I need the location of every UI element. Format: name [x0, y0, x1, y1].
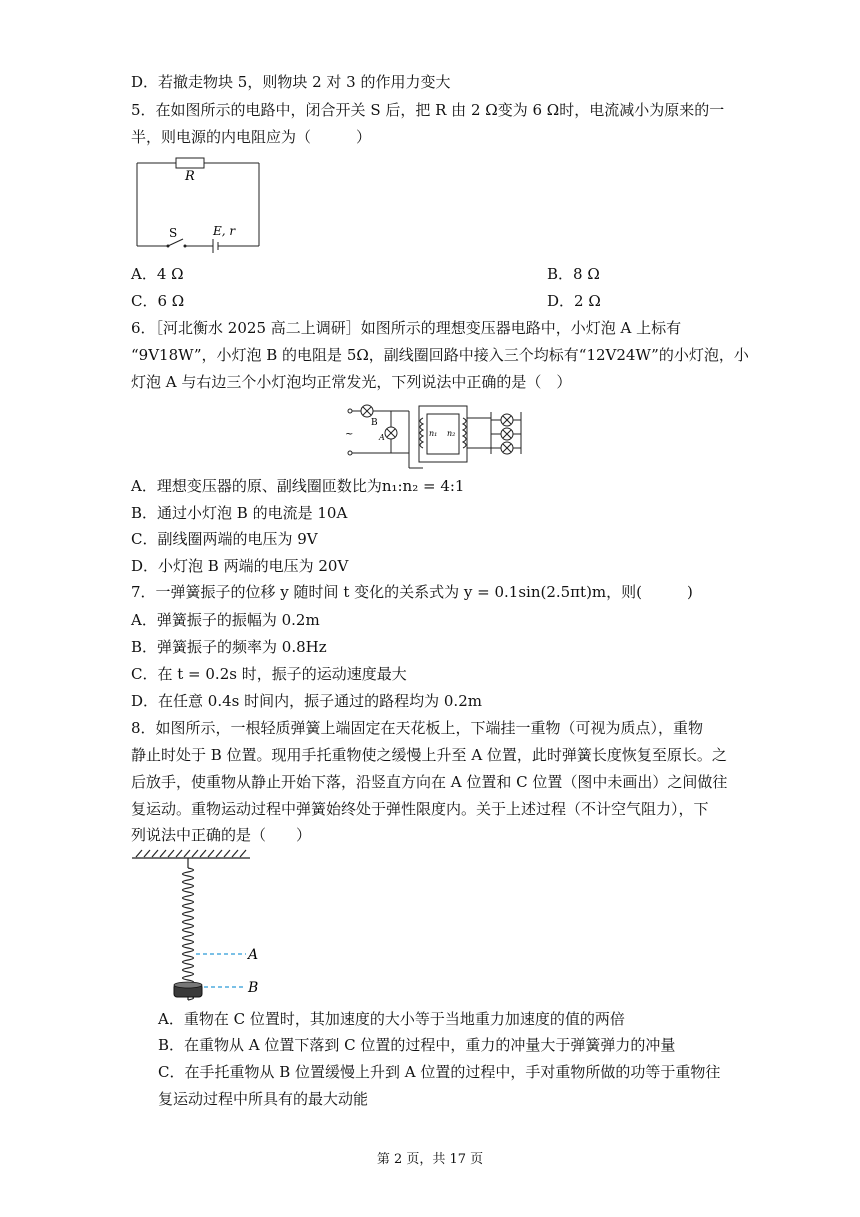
- q8-label-a: A: [248, 947, 259, 963]
- q8-option-b: B．在重物从 A 位置下落到 C 位置的过程中，重力的冲量大于弹簧弹力的冲量: [158, 1036, 676, 1054]
- q6-stem-line3: 灯泡 A 与右边三个小灯泡均正常发光，下列说法中正确的是（ ）: [131, 373, 572, 391]
- q6-option-b: B．通过小灯泡 B 的电流是 10A: [131, 504, 348, 522]
- q8-stem-line4: 复运动。重物运动过程中弹簧始终处于弹性限度内。关于上述过程（不计空气阻力），下: [131, 800, 709, 818]
- q8-stem-line2: 静止时处于 B 位置。现用手托重物使之缓慢上升至 A 位置，此时弹簧长度恢复至原长。之: [131, 746, 727, 764]
- q5-option-b: B．8 Ω: [547, 265, 600, 283]
- q6-stem-line1: 6．［河北衡水 2025 高二上调研］如图所示的理想变压器电路中，小灯泡 A 上标有: [131, 319, 682, 337]
- q5-option-a: A．4 Ω: [131, 265, 184, 283]
- q8-option-c-line2: 复运动过程中所具有的最大动能: [158, 1090, 369, 1108]
- q8-label-b: B: [248, 980, 259, 996]
- q6-label-ac: ~: [345, 429, 354, 440]
- q5-label-s: S: [169, 226, 178, 240]
- q4-option-d: D．若撤走物块 5，则物块 2 对 3 的作用力变大: [131, 73, 451, 91]
- q6-option-a: A．理想变压器的原、副线圈匝数比为n₁:n₂ = 4:1: [131, 477, 465, 495]
- q8-stem-line5: 列说法中正确的是（ ）: [131, 826, 312, 844]
- q8-stem-line3: 后放手，使重物从静止开始下落，沿竖直方向在 A 位置和 C 位置（图中未画出）之间做往: [131, 773, 728, 791]
- q5-circuit-diagram: [133, 153, 268, 253]
- q5-option-d: D．2 Ω: [547, 292, 601, 310]
- q6-label-n2: n₂: [447, 429, 456, 438]
- q8-spring-diagram: [128, 848, 263, 1003]
- q5-label-er: E, r: [213, 224, 236, 238]
- q6-label-a: A: [379, 433, 385, 442]
- q5-option-c: C．6 Ω: [131, 292, 185, 310]
- q6-transformer-diagram: [343, 398, 523, 470]
- q7-option-c: C．在 t = 0.2s 时，振子的运动速度最大: [131, 665, 407, 683]
- q6-label-b: B: [371, 418, 378, 428]
- q6-option-c: C．副线圈两端的电压为 9V: [131, 530, 318, 548]
- q6-stem-line2: “9V18W”，小灯泡 B 的电阻是 5Ω，副线圈回路中接入三个均标有“12V24W”的小灯泡，小: [131, 346, 749, 364]
- q7-option-d: D．在任意 0.4s 时间内，振子通过的路程均为 0.2m: [131, 692, 482, 710]
- q8-stem-line1: 8．如图所示，一根轻质弹簧上端固定在天花板上，下端挂一重物（可视为质点），重物: [131, 719, 704, 737]
- q8-option-a: A．重物在 C 位置时，其加速度的大小等于当地重力加速度的值的两倍: [158, 1010, 625, 1028]
- q8-option-c-line1: C．在手托重物从 B 位置缓慢上升到 A 位置的过程中，手对重物所做的功等于重物往: [158, 1063, 721, 1081]
- page-footer: 第 2 页，共 17 页: [376, 1152, 484, 1167]
- q6-label-n1: n₁: [429, 429, 438, 438]
- q5-label-r: R: [185, 169, 195, 184]
- q7-option-a: A．弹簧振子的振幅为 0.2m: [131, 611, 320, 629]
- q5-stem-line1: 5．在如图所示的电路中，闭合开关 S 后，把 R 由 2 Ω变为 6 Ω时，电流减小为原来的一: [131, 101, 725, 119]
- q6-option-d: D．小灯泡 B 两端的电压为 20V: [131, 557, 349, 575]
- q5-stem-line2: 半，则电源的内电阻应为（ ）: [131, 128, 372, 146]
- q7-stem: 7．一弹簧振子的位移 y 随时间 t 变化的关系式为 y = 0.1sin(2.5πt)m，则( ): [131, 583, 693, 601]
- q7-option-b: B．弹簧振子的频率为 0.8Hz: [131, 638, 327, 656]
